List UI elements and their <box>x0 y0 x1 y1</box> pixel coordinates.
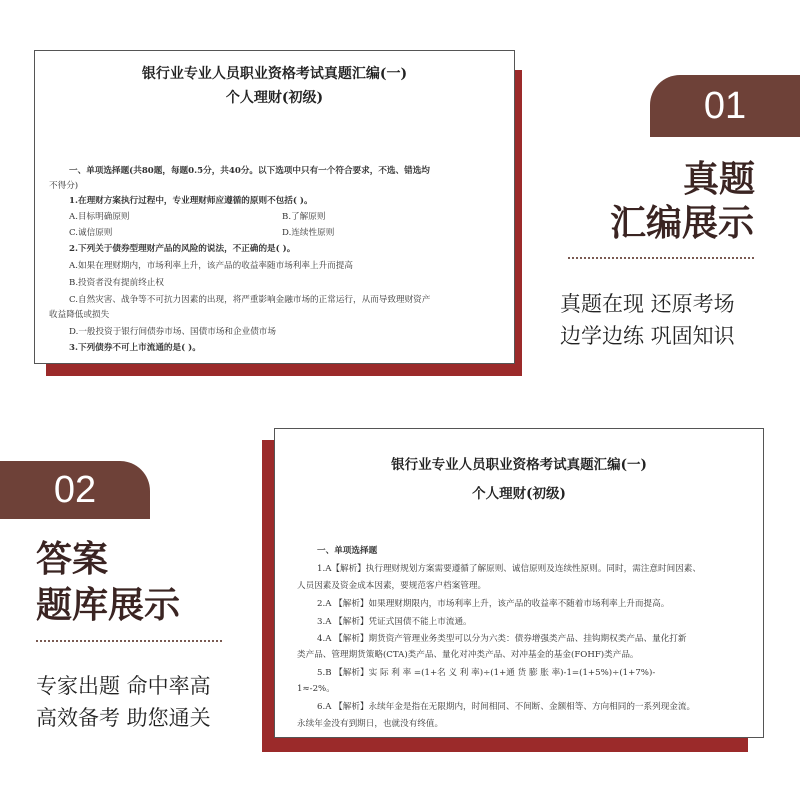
section2-number-badge: 02 <box>0 461 150 519</box>
section2-slogan-line-1: 专家出题 命中率高 <box>36 674 211 698</box>
doc2-line: 4.A 【解析】期货资产管理业务类型可以分为六类：债券增强类产品、挂钩期权类产品、量化打新 <box>317 634 687 644</box>
section2-title-line-2: 题库展示 <box>36 584 181 626</box>
doc1-line: 一、单项选择题(共80题，每题0.5分，共40分。以下选项中只有一个符合要求，不选、错选均 <box>69 166 430 176</box>
doc1-line: A.目标明确原则 <box>69 212 130 222</box>
doc2-line: 类产品、管理期货策略(CTA)类产品、量化对冲类产品、对冲基金的基金(FOHF)类产品。 <box>297 650 639 660</box>
doc1-line: 1.在理财方案执行过程中，专业理财师应遵循的原则不包括( )。 <box>69 196 313 206</box>
doc1-line: 2.下列关于债券型理财产品的风险的说法，不正确的是( )。 <box>69 244 296 254</box>
section2-divider <box>36 640 222 642</box>
section1-divider <box>568 257 754 259</box>
doc1-line: C.自然灾害、战争等不可抗力因素的出现，将严重影响金融市场的正常运行，从而导致理财资产 <box>69 295 431 305</box>
doc1-line: 不得分) <box>49 181 79 191</box>
doc2-subtitle: 个人理财(初级) <box>472 486 566 502</box>
doc1-line: C.诚信原则 <box>69 228 113 238</box>
doc2-line: 5.B 【解析】实 际 利 率 =(1+名 义 利 率)÷(1+通 货 膨 胀 率)-1=(1+5%)÷(1+7%)- <box>317 668 656 678</box>
section1-slogan-line-1: 真题在现 还原考场 <box>560 292 735 316</box>
section1-title-line-2: 汇编展示 <box>610 202 755 244</box>
section2-title-line-1: 答案 <box>36 538 109 580</box>
doc1-line: B.投资者没有提前终止权 <box>69 278 164 288</box>
doc1-line: D.连续性原则 <box>282 228 335 238</box>
doc2-line: 1.A【解析】执行理财规划方案需要遵循了解原则、诚信原则及连续性原则。同时，需注意时间因素、 <box>317 564 701 574</box>
section1-title-line-1: 真题 <box>683 158 756 200</box>
doc2-line: 1≈-2%。 <box>297 684 335 694</box>
doc1-line: D.一般投资于银行间债券市场、国债市场和企业债市场 <box>69 327 276 337</box>
doc1-line: A.如果在理财期内，市场利率上升，该产品的收益率随市场利率上升而提高 <box>69 261 353 271</box>
doc1-line: 收益降低或损失 <box>49 310 110 320</box>
doc2-line: 6.A 【解析】永续年金是指在无限期内，时间相同、不间断、金额相等、方向相同的一系列现金流。 <box>317 702 696 712</box>
doc1-line: B.了解原则 <box>282 212 326 222</box>
doc2-line: 永续年金没有到期日，也就没有终值。 <box>297 719 444 729</box>
doc1-subtitle: 个人理财(初级) <box>225 90 324 106</box>
doc2-title: 银行业专业人员职业资格考试真题汇编(一) <box>391 457 647 473</box>
doc2-line: 2.A 【解析】如果理财期限内，市场利率上升，该产品的收益率不随着市场利率上升而提高。 <box>317 599 670 609</box>
doc2-page <box>274 428 764 738</box>
doc1-title: 银行业专业人员职业资格考试真题汇编(一) <box>141 66 408 82</box>
doc1-page <box>34 50 515 364</box>
section2-slogan-line-2: 高效备考 助您通关 <box>36 706 211 730</box>
doc2-line: 人员因素及资金成本因素，要规范客户档案管理。 <box>297 581 487 591</box>
doc2-line: 一、单项选择题 <box>317 546 378 556</box>
doc1-line: 3.下列债券不可上市流通的是( )。 <box>69 343 201 353</box>
section1-slogan-line-2: 边学边练 巩固知识 <box>560 324 735 348</box>
doc2-line: 3.A 【解析】凭证式国债不能上市流通。 <box>317 617 472 627</box>
section1-number-badge: 01 <box>650 75 800 137</box>
